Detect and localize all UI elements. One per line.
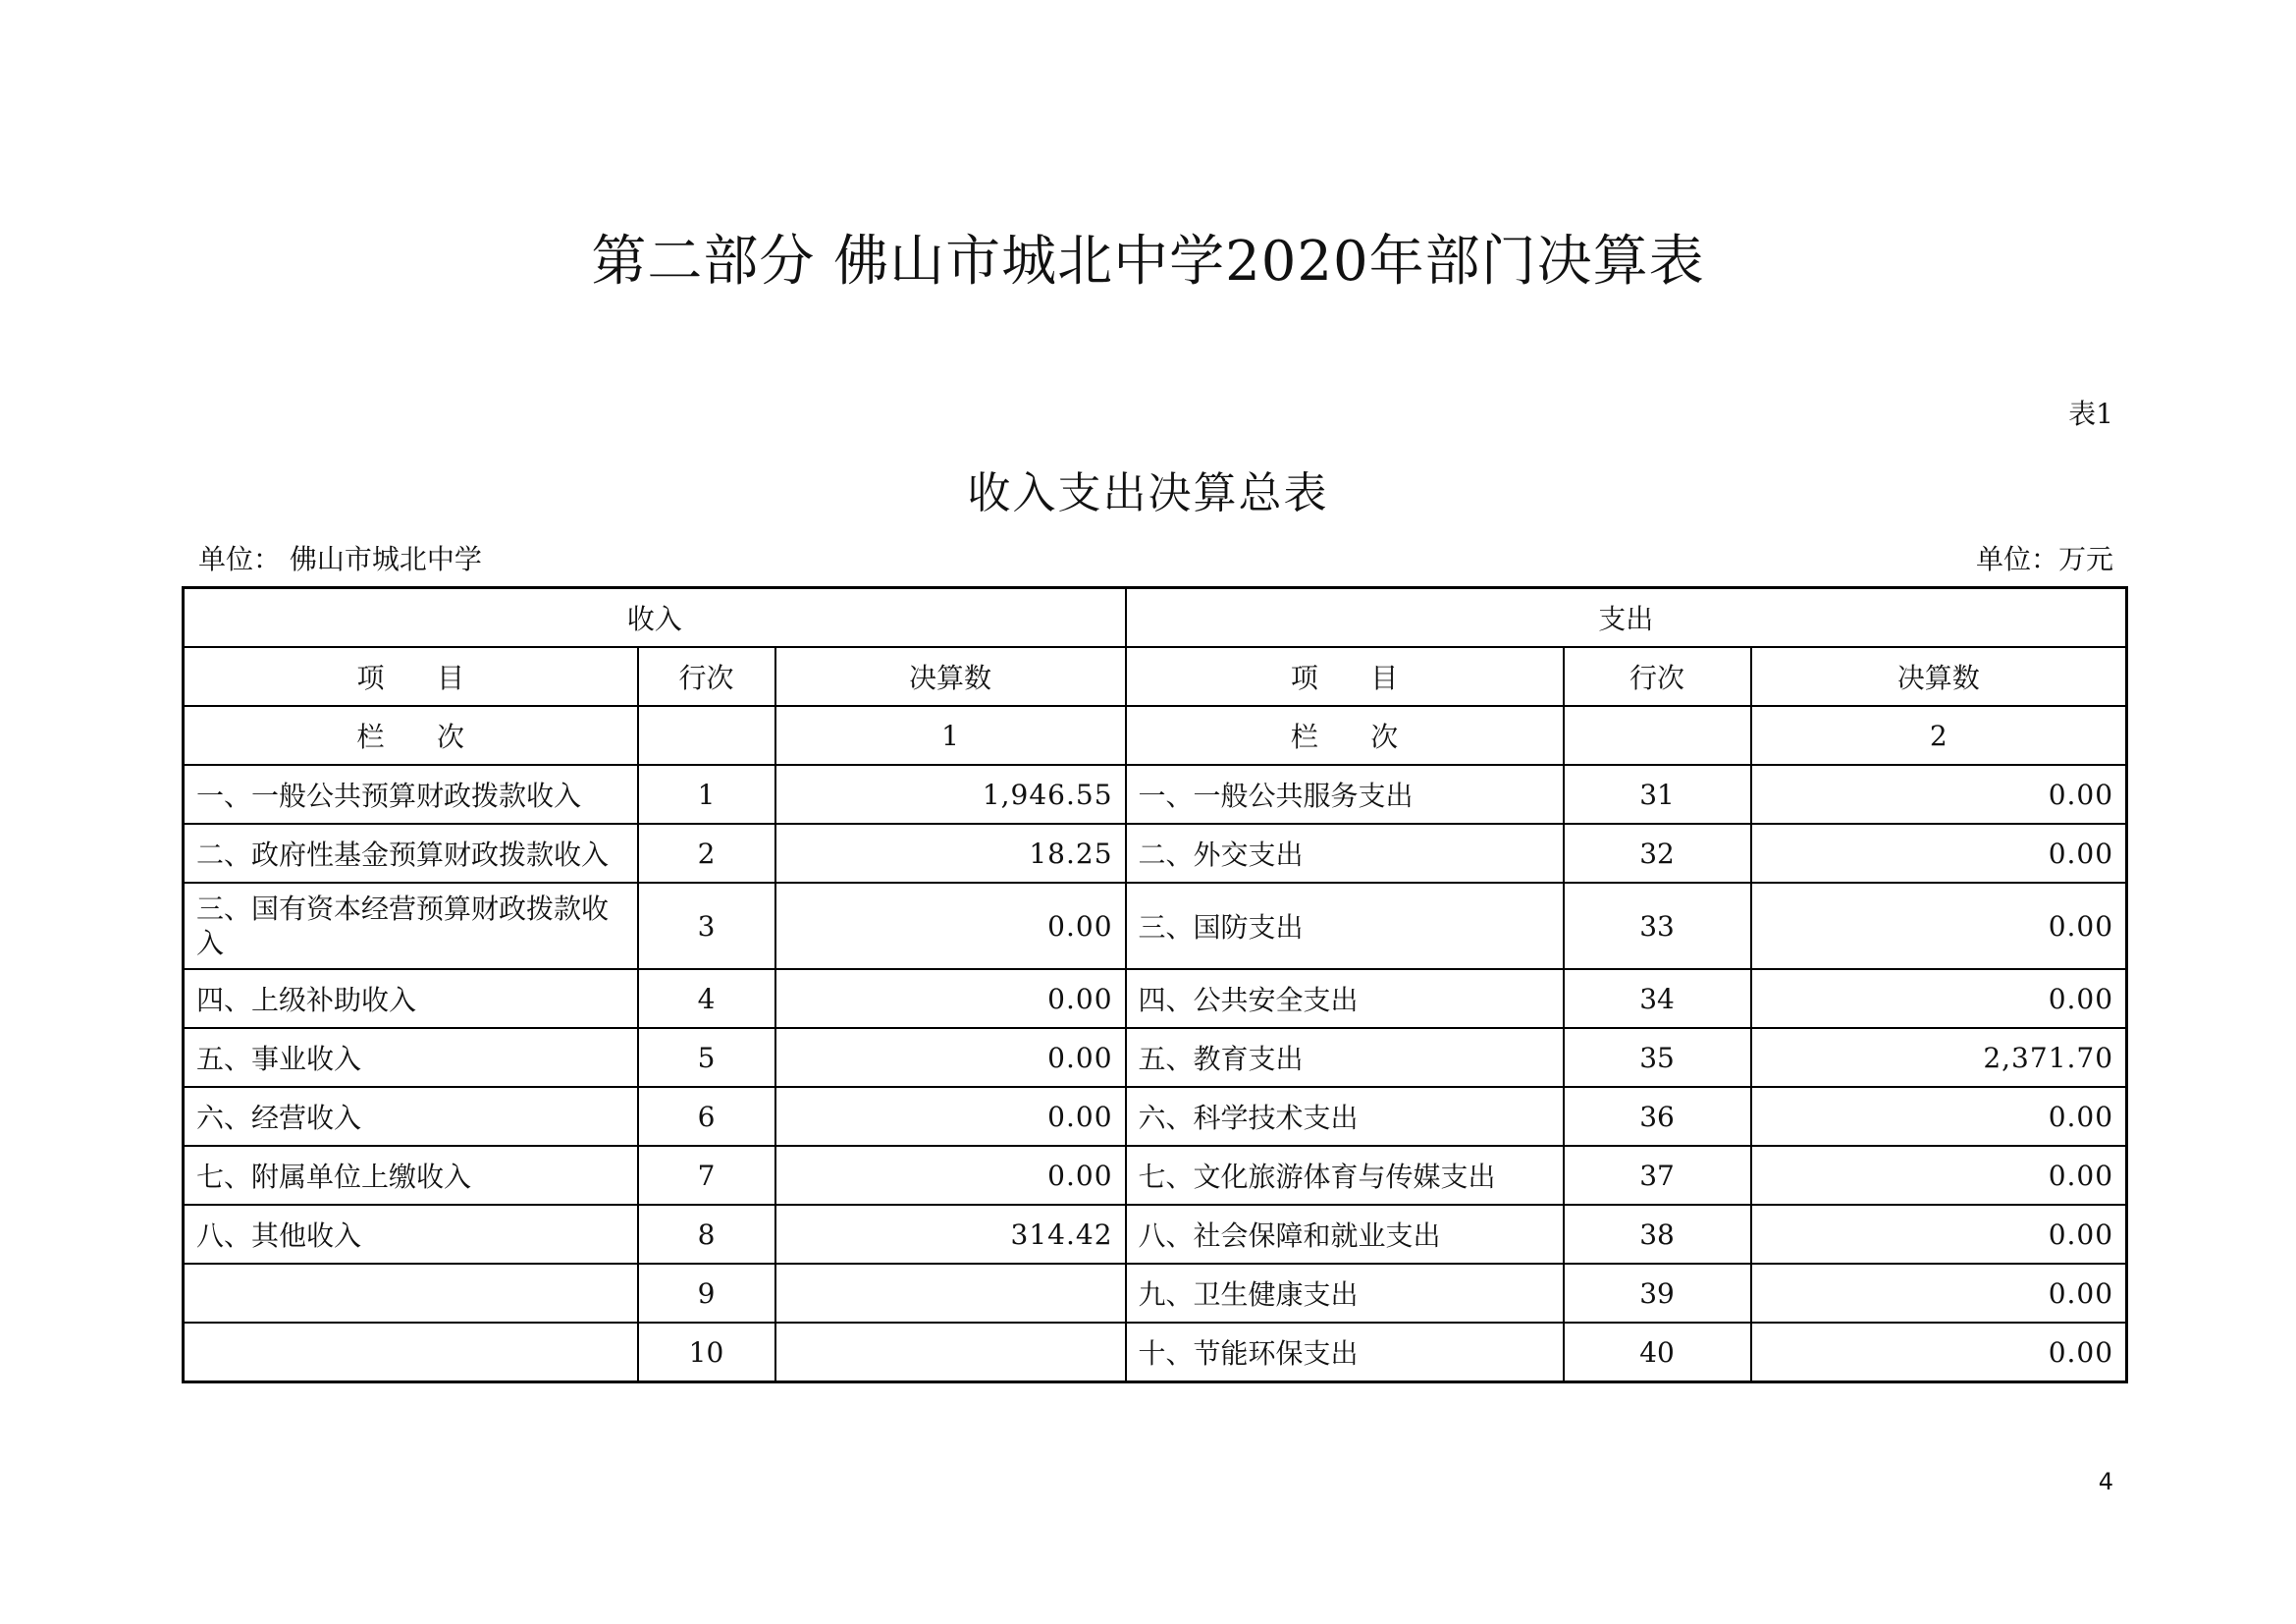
expense-amount: 0.00: [1751, 765, 2127, 824]
income-item: 八、其他收入: [184, 1205, 638, 1264]
income-item: [184, 1264, 638, 1323]
income-row-number: 3: [638, 883, 775, 969]
table-row: [184, 765, 2127, 824]
expense-row-number: 38: [1564, 1205, 1751, 1264]
table-row: [184, 883, 2127, 969]
expense-amount: 0.00: [1751, 883, 2127, 969]
expense-amount: 0.00: [1751, 1205, 2127, 1264]
income-rowno-header: 行次: [638, 647, 775, 706]
expense-row-number: 40: [1564, 1323, 1751, 1382]
income-amount: 0.00: [775, 1146, 1126, 1205]
table-number: 表1: [2068, 398, 2113, 430]
expense-amount: 0.00: [1751, 1264, 2127, 1323]
expense-rowno-header: 行次: [1564, 647, 1751, 706]
expense-amount: 0.00: [1751, 1087, 2127, 1146]
expense-item: 二、外交支出: [1126, 824, 1564, 883]
table-row: [184, 1028, 2127, 1087]
expense-amount-header: 决算数: [1751, 647, 2127, 706]
document-title: 第二部分 佛山市城北中学2020年部门决算表: [591, 230, 1705, 294]
income-column-label: 栏 次: [184, 706, 638, 765]
table-row: [184, 1264, 2127, 1323]
table-title: 收入支出决算总表: [967, 468, 1329, 518]
table-row: [184, 1323, 2127, 1382]
income-item: 五、事业收入: [184, 1028, 638, 1087]
income-row-number: 6: [638, 1087, 775, 1146]
income-group-header: 收入: [184, 588, 1126, 648]
expense-item: 九、卫生健康支出: [1126, 1264, 1564, 1323]
expense-amount: 0.00: [1751, 824, 2127, 883]
income-item-header: 项 目: [184, 647, 638, 706]
income-row-number: 4: [638, 969, 775, 1028]
income-column-blank: [638, 706, 775, 765]
income-row-number: 10: [638, 1323, 775, 1382]
income-amount: 0.00: [775, 1087, 1126, 1146]
income-amount: 18.25: [775, 824, 1126, 883]
expense-column-blank: [1564, 706, 1751, 765]
income-amount: 1,946.55: [775, 765, 1126, 824]
expense-item: 十、节能环保支出: [1126, 1323, 1564, 1382]
income-item: 二、政府性基金预算财政拨款收入: [184, 824, 638, 883]
expense-amount: 0.00: [1751, 1146, 2127, 1205]
expense-row-number: 35: [1564, 1028, 1751, 1087]
income-amount-header: 决算数: [775, 647, 1126, 706]
income-row-number: 8: [638, 1205, 775, 1264]
expense-row-number: 39: [1564, 1264, 1751, 1323]
income-row-number: 7: [638, 1146, 775, 1205]
expense-row-number: 36: [1564, 1087, 1751, 1146]
expense-amount: 0.00: [1751, 969, 2127, 1028]
income-row-number: 9: [638, 1264, 775, 1323]
income-amount: 0.00: [775, 1028, 1126, 1087]
expense-column-index: 2: [1751, 706, 2127, 765]
table-row: [184, 969, 2127, 1028]
table-row: [184, 824, 2127, 883]
income-row-number: 5: [638, 1028, 775, 1087]
expense-amount: 0.00: [1751, 1323, 2127, 1382]
income-item: 六、经营收入: [184, 1087, 638, 1146]
income-item: 一、一般公共预算财政拨款收入: [184, 765, 638, 824]
expense-item: 六、科学技术支出: [1126, 1087, 1564, 1146]
expense-row-number: 33: [1564, 883, 1751, 969]
column-index-row: [184, 706, 2127, 765]
group-header-row: [184, 588, 2127, 648]
income-amount: [775, 1323, 1126, 1382]
expense-item: 五、教育支出: [1126, 1028, 1564, 1087]
unit-organization: 单位： 佛山市城北中学: [198, 543, 482, 575]
expense-item: 一、一般公共服务支出: [1126, 765, 1564, 824]
income-amount: [775, 1264, 1126, 1323]
income-item: 七、附属单位上缴收入: [184, 1146, 638, 1205]
income-row-number: 1: [638, 765, 775, 824]
income-item: [184, 1323, 638, 1382]
page-number: 4: [2098, 1468, 2113, 1495]
table-row: [184, 1146, 2127, 1205]
expense-item-header: 项 目: [1126, 647, 1564, 706]
table-row: [184, 1205, 2127, 1264]
expense-item: 四、公共安全支出: [1126, 969, 1564, 1028]
income-item: 三、国有资本经营预算财政拨款收入: [184, 883, 638, 969]
income-amount: 314.42: [775, 1205, 1126, 1264]
expense-group-header: 支出: [1126, 588, 2127, 648]
income-item: 四、上级补助收入: [184, 969, 638, 1028]
table-row: [184, 1087, 2127, 1146]
income-row-number: 2: [638, 824, 775, 883]
column-header-row: [184, 647, 2127, 706]
expense-row-number: 31: [1564, 765, 1751, 824]
expense-amount: 2,371.70: [1751, 1028, 2127, 1087]
expense-item: 八、社会保障和就业支出: [1126, 1205, 1564, 1264]
expense-row-number: 34: [1564, 969, 1751, 1028]
income-expense-table: [182, 586, 2128, 1383]
unit-currency: 单位：万元: [1975, 543, 2113, 575]
income-amount: 0.00: [775, 883, 1126, 969]
income-amount: 0.00: [775, 969, 1126, 1028]
expense-row-number: 32: [1564, 824, 1751, 883]
expense-item: 七、文化旅游体育与传媒支出: [1126, 1146, 1564, 1205]
expense-column-label: 栏 次: [1126, 706, 1564, 765]
income-column-index: 1: [775, 706, 1126, 765]
expense-item: 三、国防支出: [1126, 883, 1564, 969]
expense-row-number: 37: [1564, 1146, 1751, 1205]
